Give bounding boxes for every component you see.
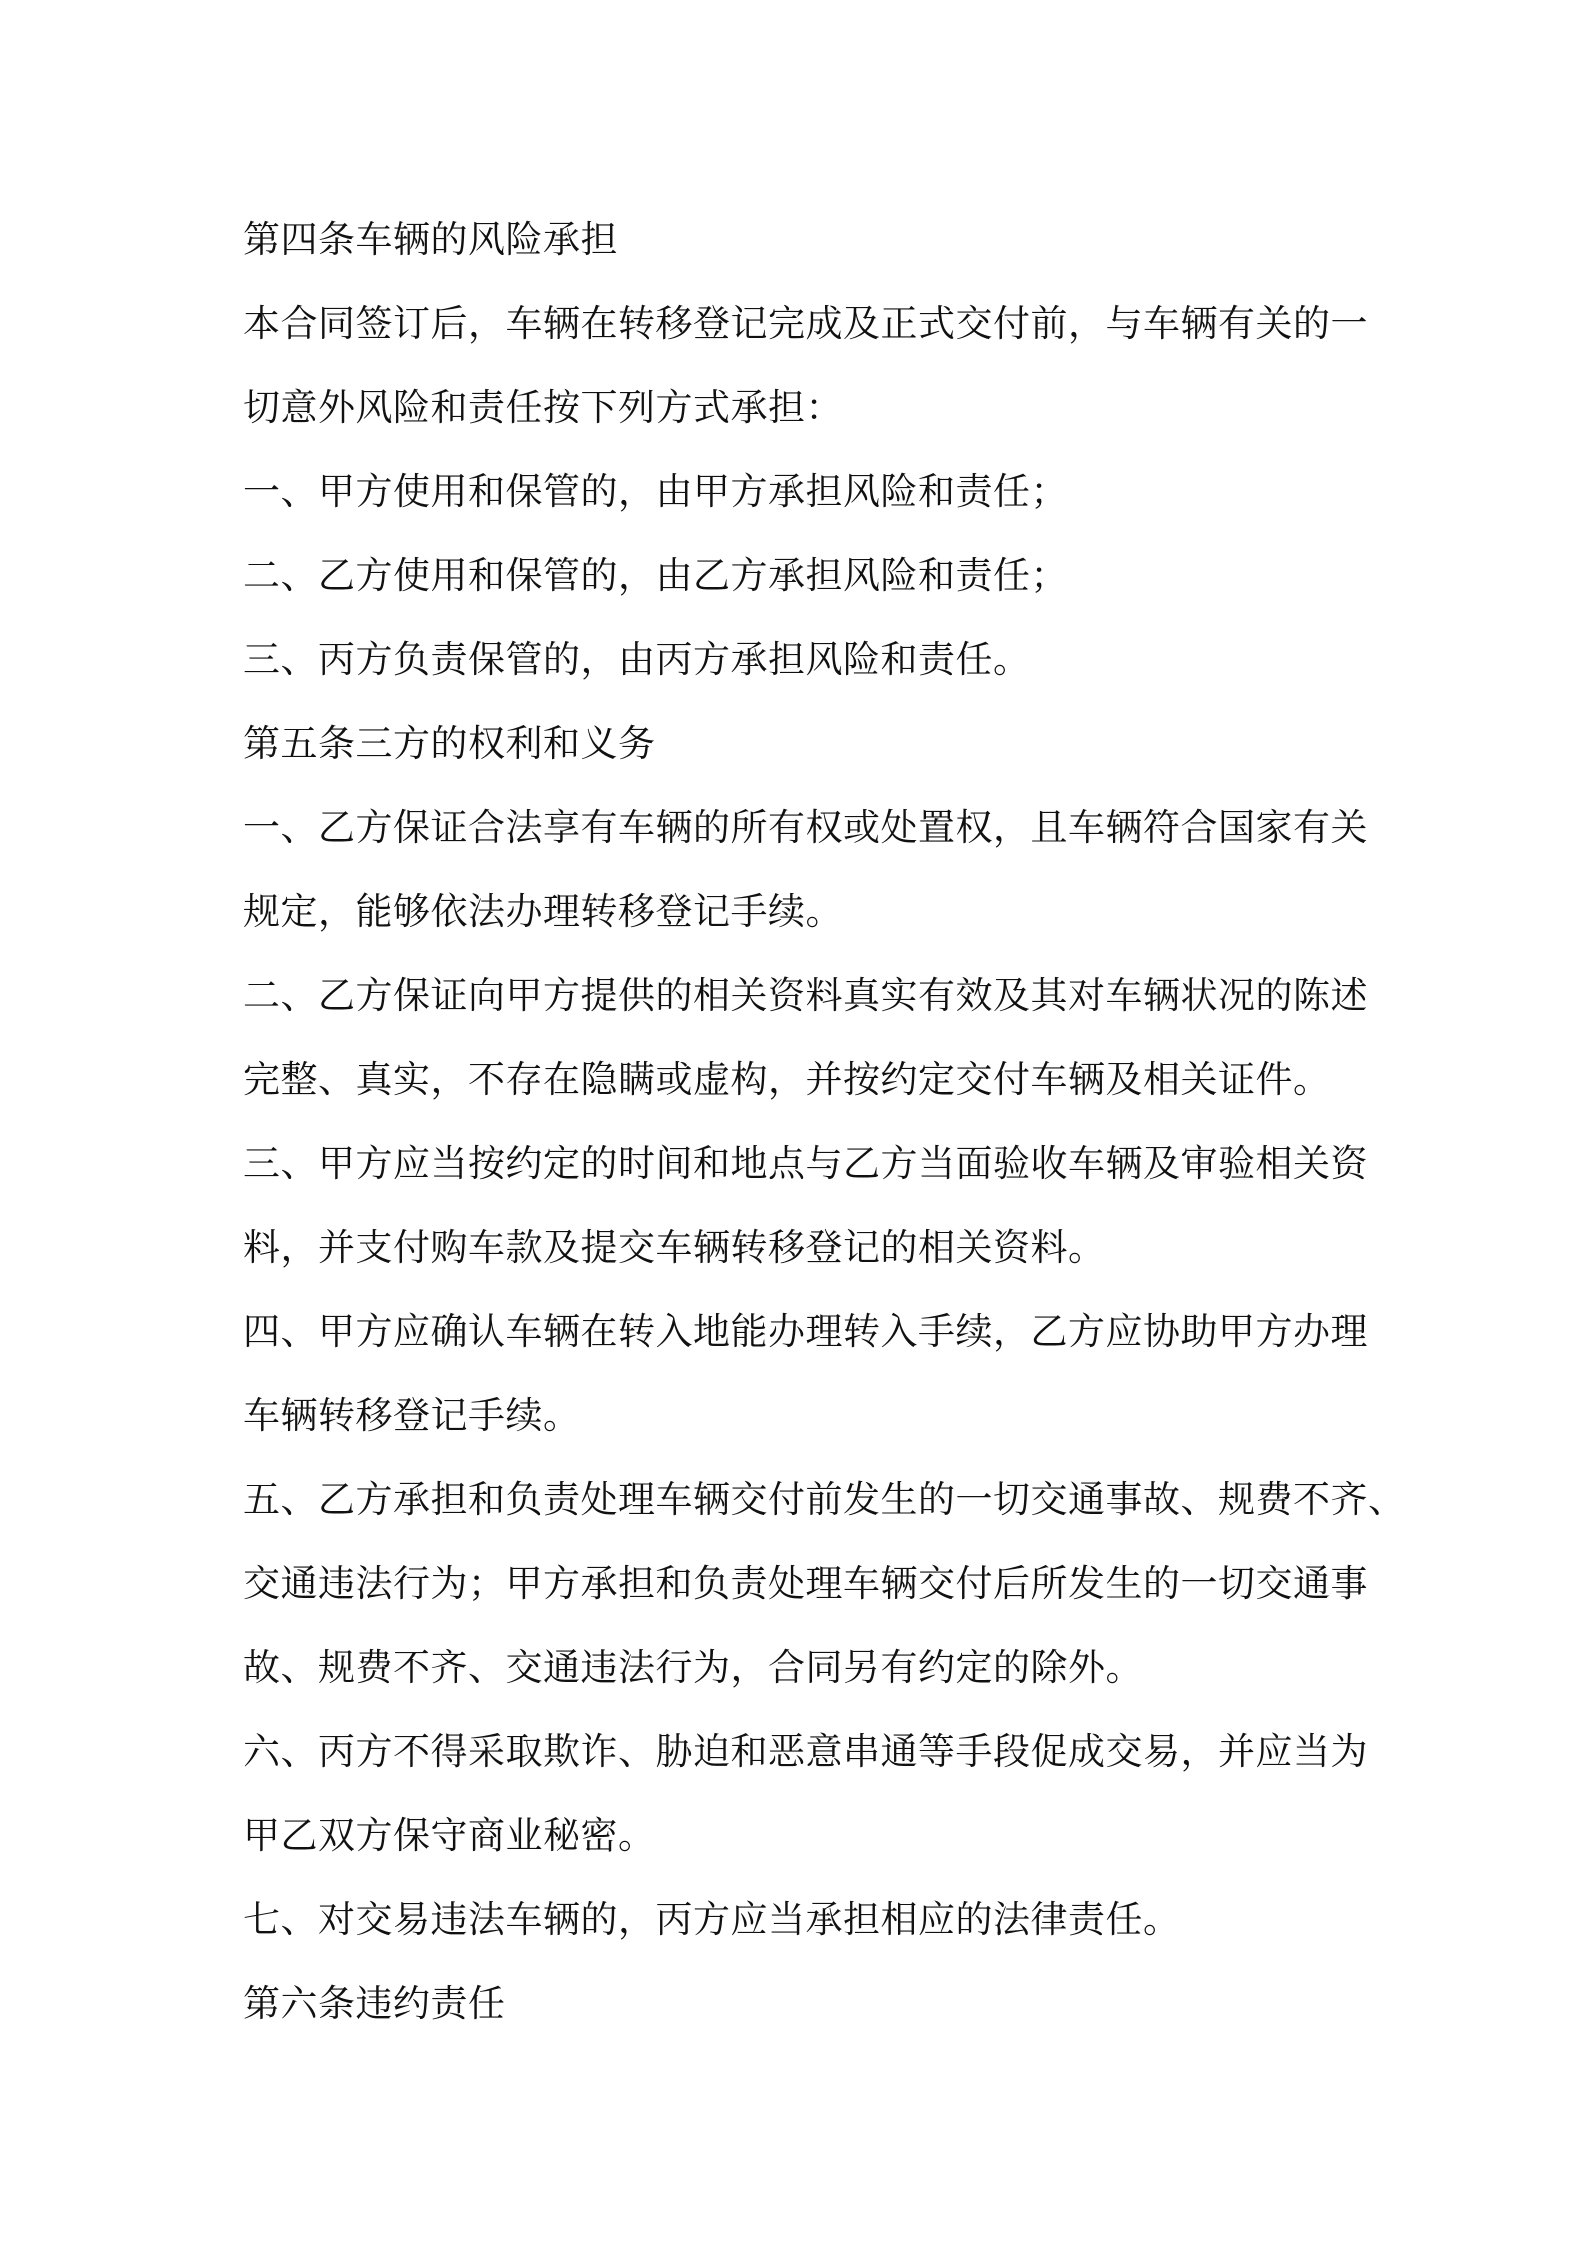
- article-5-item-1-line-2: 规定，能够依法办理转移登记手续。: [243, 890, 843, 933]
- article-4-item-2: 二、乙方使用和保管的，由乙方承担风险和责任；: [243, 554, 1068, 597]
- article-5-item-2-line-1: 二、乙方保证向甲方提供的相关资料真实有效及其对车辆状况的陈述: [243, 974, 1368, 1017]
- article-5-item-4-line-2: 车辆转移登记手续。: [243, 1394, 581, 1437]
- article-5-item-1-line-1: 一、乙方保证合法享有车辆的所有权或处置权，且车辆符合国家有关: [243, 806, 1368, 849]
- article-5-item-5-line-3: 故、规费不齐、交通违法行为，合同另有约定的除外。: [243, 1646, 1143, 1689]
- article-5-item-3-line-1: 三、甲方应当按约定的时间和地点与乙方当面验收车辆及审验相关资: [243, 1142, 1368, 1185]
- article-5-item-2-line-2: 完整、真实，不存在隐瞒或虚构，并按约定交付车辆及相关证件。: [243, 1058, 1331, 1101]
- article-5-item-4-line-1: 四、甲方应确认车辆在转入地能办理转入手续，乙方应协助甲方办理: [243, 1310, 1368, 1353]
- article-4-heading: 第四条车辆的风险承担: [243, 218, 618, 261]
- article-4-item-1: 一、甲方使用和保管的，由甲方承担风险和责任；: [243, 470, 1068, 513]
- article-5-item-5-line-2: 交通违法行为；甲方承担和负责处理车辆交付后所发生的一切交通事: [243, 1562, 1368, 1605]
- article-5-item-6-line-1: 六、丙方不得采取欺诈、胁迫和恶意串通等手段促成交易，并应当为: [243, 1730, 1368, 1773]
- article-5-item-6-line-2: 甲乙双方保守商业秘密。: [243, 1814, 656, 1857]
- article-4-text-line-2: 切意外风险和责任按下列方式承担：: [243, 386, 843, 429]
- article-4-item-3: 三、丙方负责保管的，由丙方承担风险和责任。: [243, 638, 1031, 681]
- article-4-text-line-1: 本合同签订后，车辆在转移登记完成及正式交付前，与车辆有关的一: [243, 302, 1368, 345]
- article-5-item-3-line-2: 料，并支付购车款及提交车辆转移登记的相关资料。: [243, 1226, 1106, 1269]
- article-6-heading: 第六条违约责任: [243, 1982, 506, 2025]
- document-body: [243, 198, 1406, 2046]
- article-5-heading: 第五条三方的权利和义务: [243, 722, 656, 765]
- article-5-item-7: 七、对交易违法车辆的，丙方应当承担相应的法律责任。: [243, 1898, 1181, 1941]
- article-5-item-5-line-1: 五、乙方承担和负责处理车辆交付前发生的一切交通事故、规费不齐、: [243, 1478, 1406, 1521]
